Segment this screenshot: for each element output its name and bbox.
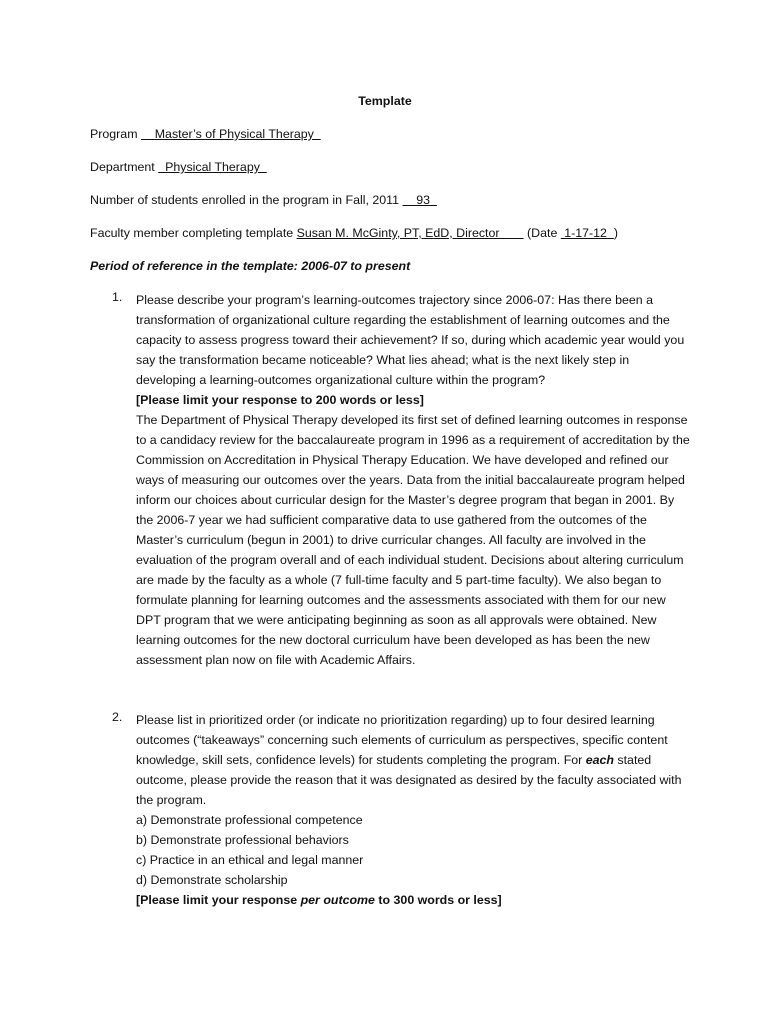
faculty-label: Faculty member completing template: [90, 226, 294, 240]
question-1-body: [136, 290, 690, 670]
question-2-body: [136, 710, 690, 910]
question-1: [90, 290, 690, 670]
faculty-line: [90, 226, 618, 240]
department-label: Department: [90, 160, 155, 174]
outcome-b: b) Demonstrate professional behaviors: [136, 833, 349, 847]
program-label: Program: [90, 127, 138, 141]
outcome-c: c) Practice in an ethical and legal manner: [136, 853, 364, 867]
page-title: Template: [358, 94, 412, 108]
question-2-each: each: [585, 753, 614, 767]
question-2-limit-per: per outcome: [300, 893, 375, 907]
question-2-limit-b: to 300 words or less]: [374, 893, 502, 907]
question-2-number: 2.: [112, 710, 123, 724]
faculty-value: Susan M. McGinty, PT, EdD, Director: [296, 226, 524, 240]
enrollment-line: [90, 193, 437, 207]
question-1-text: Please describe your program’s learning-outcomes trajectory since 2006-07: Has there been a transformation of organizational culture regarding the establishment of learning outcomes and the capacity to assess progress toward their achievement? If so, during which academic year would you say the transformation became noticeable? What lies ahead; what is the next likely step in developing a learning-outcomes organizational culture within the program?: [136, 293, 685, 387]
question-1-number: 1.: [112, 290, 123, 304]
department-line: [90, 160, 267, 174]
question-1-answer: The Department of Physical Therapy developed its first set of defined learning outcomes in response to a candidacy review for the baccalaureate program in 1996 as a requirement of accreditation by the Commission on Accreditation in Physical Therapy Education. We have developed and refined our ways of measuring our outcomes over the years. Data from the initial baccalaureate program helped inform our choices about curricular design for the Master’s degree program that began in 2001. By the 2006-7 year we had sufficient comparative data to use gathered from the outcomes of the Master’s curriculum (begun in 2001) to drive curricular changes. All faculty are involved in the evaluation of the program overall and of each individual student. Decisions about altering curriculum are made by the faculty as a whole (7 full-time faculty and 5 part-time faculty). We also began to formulate planning for learning outcomes and the assessments associated with them for our new DPT program that we were anticipating beginning as soon as all approvals were obtained. New learning outcomes for the new doctoral curriculum have been developed as has been the new assessment plan now on file with Academic Affairs.: [136, 413, 690, 667]
program-value: Master’s of Physical Therapy: [140, 127, 321, 141]
question-1-limit: [Please limit your response to 200 words or less]: [136, 393, 424, 407]
question-2-text: [136, 710, 690, 810]
department-value: Physical Therapy: [158, 160, 267, 174]
enrollment-value: 93: [402, 193, 437, 207]
question-2-text-a: Please list in prioritized order (or indicate no prioritization regarding) up to four desired learning outcomes (“takeaways” concerning such elements of curriculum as perspectives, specific content knowledge, skill sets, confidence levels) for students completing the program. For: [136, 713, 668, 767]
outcome-d: d) Demonstrate scholarship: [136, 873, 288, 887]
outcome-a: a) Demonstrate professional competence: [136, 813, 363, 827]
question-2-text-b: stated outcome, please provide the reason that it was designated as desired by the faculty associated with the program.: [136, 753, 682, 807]
date-open: (Date: [523, 226, 561, 240]
question-2: [90, 710, 690, 910]
question-2-limit: [136, 890, 690, 910]
period-of-reference: Period of reference in the template: 2006-07 to present: [90, 259, 411, 273]
date-close: ): [613, 226, 618, 240]
question-2-limit-a: [Please limit your response: [136, 893, 301, 907]
program-line: [90, 127, 321, 141]
enrollment-label: Number of students enrolled in the program in Fall, 2011: [90, 193, 400, 207]
date-value: 1-17-12: [560, 226, 614, 240]
